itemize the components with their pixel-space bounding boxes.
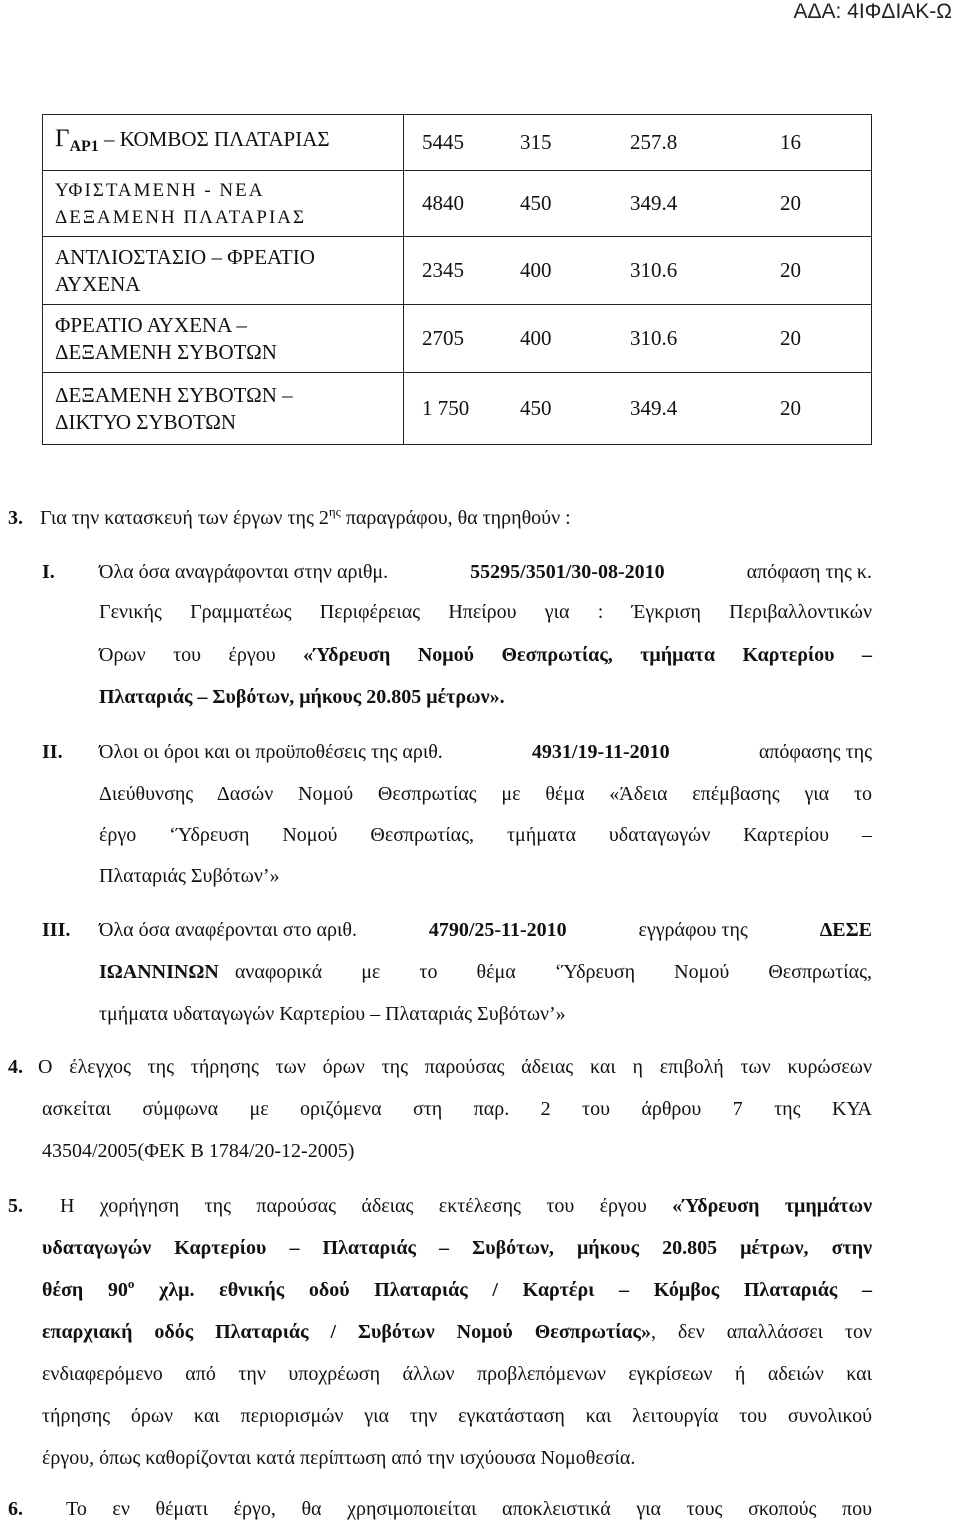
subitem-2-line: έργο ‘Ύδρευση Νομού Θεσπρωτίας, τμήματα υδαταγωγών Καρτερίου – <box>99 824 872 846</box>
value-internal: 349.4 <box>630 396 678 420</box>
value-diameter: 450 <box>520 396 552 420</box>
project-title: επαρχιακή οδός Πλαταριάς / Συβότων Νομού Θεσπρωτίας» <box>42 1321 651 1343</box>
value-internal: 349.4 <box>630 191 678 215</box>
route-values <box>404 373 872 445</box>
table-row <box>43 171 872 237</box>
decision-number: 55295/3501/30-08-2010 <box>470 561 665 583</box>
ada-code: ΑΔΑ: 4ΙΦΔΙΑΚ-Ω <box>793 0 952 23</box>
item-4-line: 43504/2005(ΦΕΚ Β 1784/20-12-2005) <box>42 1140 355 1162</box>
item-number: 5. <box>8 1195 23 1217</box>
subitem-number: II. <box>42 741 63 763</box>
value-diameter: 400 <box>520 258 552 282</box>
text-part: Η χορήγηση της παρούσας άδειας εκτέλεσης του έργου <box>60 1195 673 1217</box>
subitem-1-line <box>99 560 872 584</box>
value-pressure: 20 <box>780 326 801 350</box>
value-length: 5445 <box>422 130 464 154</box>
text-part: Όλα όσα αναφέρονται στο αριθ. <box>99 919 357 941</box>
authority-name: ΔΕΣΕ <box>819 919 872 941</box>
value-diameter: 400 <box>520 326 552 350</box>
value-length: 2345 <box>422 258 464 282</box>
item-5-line: υδαταγωγών Καρτερίου – Πλαταριάς – Συβότων, μήκους 20.805 μέτρων, στην <box>42 1237 872 1259</box>
text-part: Όλα όσα αναγράφονται στην αριθμ. <box>99 561 389 583</box>
value-length: 4840 <box>422 191 464 215</box>
item-number: 6. <box>8 1498 23 1520</box>
route-name-line: ΥΦΙΣΤΑΜΕΝΗ - ΝΕΑ <box>55 179 265 201</box>
table-row <box>43 115 872 171</box>
subitem-number: I. <box>42 561 55 583</box>
item-4-line: ασκείται σύμφωνα με οριζόμενα στη παρ. 2 του άρθρου 7 της ΚΥΑ <box>42 1098 872 1120</box>
item-number: 3. <box>8 507 23 529</box>
table-row <box>43 305 872 373</box>
text-part: Όρων του έργου <box>99 644 304 666</box>
text-part: απόφασης της <box>758 741 872 763</box>
item-5-line <box>42 1278 872 1302</box>
document-number: 4790/25-11-2010 <box>428 919 567 941</box>
value-internal: 310.6 <box>630 258 678 282</box>
route-name-prefix: Γ <box>55 125 70 152</box>
text-part: χλμ. εθνικής οδού Πλαταριάς / Καρτέρι – Κόμβος Πλαταριάς – <box>134 1279 872 1301</box>
table-row <box>43 237 872 305</box>
route-name <box>43 373 404 445</box>
routes-table <box>42 114 872 445</box>
route-name-line: ΑΥΧΕΝΑ <box>55 271 141 296</box>
route-name-line: ΔΕΞΑΜΕΝΗ ΣΥΒΟΤΩΝ – <box>55 382 293 407</box>
subitem-3-line <box>99 960 872 984</box>
text-part: αναφορικά με το θέμα ‘Ύδρευση Νομού Θεσπρωτίας, <box>234 961 872 983</box>
superscript: ο <box>127 1276 135 1291</box>
subitem-3-line: τμήματα υδαταγωγών Καρτερίου – Πλαταριάς Συβότων’» <box>99 1003 566 1025</box>
value-length: 2705 <box>422 326 464 350</box>
text-part: Όλοι οι όροι και οι προϋποθέσεις της αριθ. <box>99 741 443 763</box>
superscript: ης <box>328 504 341 519</box>
subitem-number: III. <box>42 919 71 941</box>
route-name <box>43 237 404 305</box>
item-3-text <box>40 506 571 530</box>
item-5-line: έργου, όπως καθορίζονται κατά περίπτωση από την ισχύουσα Νομοθεσία. <box>42 1447 636 1469</box>
item-5-line: ενδιαφερόμενο από την υποχρέωση άλλων προβλεπόμενων εγκρίσεων ή αδειών και <box>42 1363 872 1385</box>
subitem-1-line: Γενικής Γραμματέως Περιφέρειας Ηπείρου για : Έγκριση Περιβαλλοντικών <box>99 601 872 623</box>
route-values <box>404 115 872 171</box>
item-5-line <box>42 1320 872 1344</box>
project-title: «Ύδρευση τμημάτων <box>672 1195 873 1217</box>
subitem-2-line: Πλαταριάς Συβότων’» <box>99 865 280 887</box>
route-name-rest: – ΚΟΜΒΟΣ ΠΛΑΤΑΡΙΑΣ <box>98 127 330 151</box>
subitem-1-line <box>99 643 872 667</box>
decision-number: 4931/19-11-2010 <box>531 741 670 763</box>
route-name-line: ΔΙΚΤΥΟ ΣΥΒΟΤΩΝ <box>55 409 237 434</box>
item-5-line: τήρησης όρων και περιορισμών για την εγκατάσταση και λειτουργία του συνολικού <box>42 1405 872 1427</box>
route-name <box>43 115 404 171</box>
subitem-1-line: Πλαταριάς – Συβότων, μήκους 20.805 μέτρων». <box>99 686 505 708</box>
value-internal: 310.6 <box>630 326 678 350</box>
item-4-line: Ο έλεγχος της τήρησης των όρων της παρούσας άδειας και η επιβολή των κυρώσεων <box>38 1056 872 1078</box>
item-number: 4. <box>8 1056 23 1078</box>
value-length: 1 750 <box>422 396 470 420</box>
subitem-3-line <box>99 918 872 942</box>
value-pressure: 16 <box>780 130 801 154</box>
text-part: απόφαση της κ. <box>746 561 872 583</box>
text-part: εγγράφου της <box>638 919 748 941</box>
subitem-2-line <box>99 740 872 764</box>
text-part: , δεν απαλλάσσει τον <box>651 1321 872 1343</box>
value-internal: 257.8 <box>630 130 678 154</box>
authority-name: ΙΩΑΝΝΙΝΩΝ <box>99 961 219 983</box>
value-pressure: 20 <box>780 191 801 215</box>
route-values <box>404 171 872 237</box>
value-diameter: 450 <box>520 191 552 215</box>
route-name-line: ΑΝΤΛΙΟΣΤΑΣΙΟ – ΦΡΕΑΤΙΟ <box>55 244 315 269</box>
subitem-2-line: Διεύθυνσης Δασών Νομού Θεσπρωτίας με θέμα «Άδεια επέμβασης για το <box>99 783 872 805</box>
route-name <box>43 305 404 373</box>
route-name-line: ΦΡΕΑΤΙΟ ΑΥΧΕΝΑ – <box>55 312 247 337</box>
route-name-line: ΔΕΞΑΜΕΝΗ ΠΛΑΤΑΡΙΑΣ <box>55 206 307 228</box>
item-6-line: Το εν θέματι έργο, θα χρησιμοποιείται αποκλειστικά για τους σκοπούς που <box>66 1498 872 1520</box>
route-values <box>404 305 872 373</box>
value-pressure: 20 <box>780 396 801 420</box>
table-row <box>43 373 872 445</box>
text-part: παραγράφου, θα τηρηθούν : <box>340 507 571 529</box>
text-part: θέση 90 <box>42 1279 128 1301</box>
value-diameter: 315 <box>520 130 552 154</box>
project-title: «Ύδρευση Νομού Θεσπρωτίας, τμήματα Καρτερίου – <box>303 644 872 666</box>
route-name-line: ΔΕΞΑΜΕΝΗ ΣΥΒΟΤΩΝ <box>55 339 277 364</box>
route-values <box>404 237 872 305</box>
value-pressure: 20 <box>780 258 801 282</box>
route-name <box>43 171 404 237</box>
text-part: Για την κατασκευή των έργων της 2 <box>40 507 329 529</box>
item-5-line <box>60 1194 872 1218</box>
route-name-sub: ΑΡ1 <box>69 138 99 155</box>
